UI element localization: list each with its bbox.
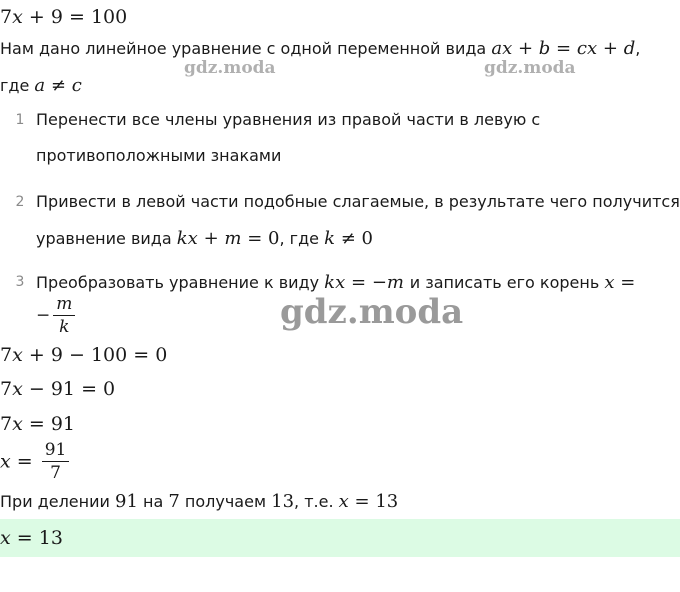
form-eq: = — [556, 38, 572, 59]
equals-sign: = — [16, 527, 33, 549]
solution-line-3 — [0, 413, 75, 435]
zero: 0 — [361, 228, 373, 249]
fraction-denominator: k — [59, 317, 70, 337]
step-1-line-2: противоположными знаками — [36, 146, 282, 165]
answer-box — [0, 519, 680, 557]
result: 91 — [50, 413, 76, 435]
cond-c: c — [71, 75, 82, 96]
variable: x — [12, 378, 23, 400]
fraction-numerator: 91 — [44, 440, 67, 460]
watermark-small-2: gdz.moda — [484, 58, 576, 78]
coef: 7 — [0, 413, 13, 435]
watermark-large: gdz.moda — [280, 292, 464, 332]
constant: 9 — [50, 6, 63, 28]
intro-text: Нам дано линейное уравнение с одной переменной вида — [0, 39, 487, 58]
term: 100 — [90, 344, 128, 366]
step-1-line-1: Перенести все члены уравнения из правой части в левую с — [36, 110, 541, 129]
step-2-line-2 — [36, 228, 373, 249]
x-var: x — [604, 272, 615, 293]
division-prefix: При делении — [0, 492, 110, 511]
equals-sign: = — [620, 272, 636, 293]
coef: 7 — [0, 378, 13, 400]
number: 91 — [115, 491, 138, 512]
division-explanation — [0, 491, 398, 512]
equals-sign: = — [247, 228, 263, 249]
solution-line-1 — [0, 344, 167, 366]
coef: 7 — [0, 6, 13, 28]
variable: x — [0, 450, 11, 473]
x-var: x — [187, 228, 198, 249]
k-var: k — [324, 272, 336, 293]
watermark-small-1: gdz.moda — [184, 58, 276, 78]
plus-sign: + — [28, 6, 45, 28]
equals-sign: = — [28, 413, 45, 435]
form-a: a — [491, 38, 503, 59]
number: 7 — [168, 491, 180, 512]
equals-sign: = — [354, 491, 370, 512]
number: 13 — [271, 491, 295, 512]
form-d: d — [623, 38, 636, 59]
k-var: k — [324, 228, 335, 249]
variable: x — [12, 6, 23, 28]
step-number: 2 — [15, 194, 25, 210]
solution-line-2 — [0, 378, 115, 400]
form-c: c — [576, 38, 587, 59]
division-word: получаем — [184, 492, 267, 511]
minus-sign: − — [68, 344, 85, 366]
form-comma: , — [635, 39, 641, 58]
plus-sign: + — [28, 344, 45, 366]
result: 0 — [155, 344, 168, 366]
where-label: , где — [279, 229, 319, 248]
cond-ne: ≠ — [50, 75, 66, 96]
variable: x — [338, 491, 349, 512]
initial-equation — [0, 6, 127, 28]
division-word: на — [143, 492, 164, 511]
step-number: 3 — [15, 274, 25, 290]
step-3-prefix: Преобразовать уравнение к виду — [36, 273, 320, 292]
equals-sign: = — [350, 272, 367, 293]
coef: 7 — [0, 344, 13, 366]
form-x: x — [502, 38, 513, 59]
fraction-denominator: 7 — [50, 463, 61, 483]
variable: x — [0, 527, 11, 549]
form-x2: x — [586, 38, 598, 59]
fraction — [53, 294, 75, 337]
intro-line-2 — [0, 75, 82, 96]
k-var: k — [176, 228, 188, 249]
cond-a: a — [34, 75, 46, 96]
rhs-value: 100 — [90, 6, 128, 28]
step-3-root-fraction — [36, 294, 78, 337]
answer-value: 13 — [38, 527, 63, 549]
equals-sign: = — [68, 6, 85, 28]
answer — [0, 527, 63, 549]
x-var: x — [335, 272, 346, 293]
minus-sign: − — [36, 305, 51, 326]
form-plus2: + — [602, 38, 618, 59]
variable: x — [12, 413, 23, 435]
result: 13 — [375, 491, 399, 512]
fraction-numerator: m — [56, 294, 73, 314]
step-2-line-1: Привести в левой части подобные слагаемые, в результате чего получится — [36, 192, 680, 211]
intro-line-1 — [0, 38, 640, 59]
m-var: m — [224, 228, 242, 249]
variable: x — [12, 344, 23, 366]
where-label: где — [0, 76, 30, 95]
term: 9 — [50, 344, 63, 366]
neg-m: −m — [371, 272, 404, 293]
equals-sign: = — [81, 378, 97, 400]
ne-sign: ≠ — [340, 228, 356, 249]
step-3-mid: и записать его корень — [409, 273, 600, 292]
ie-label: , т.е. — [294, 492, 334, 511]
minus-sign: − — [28, 378, 45, 400]
result: 0 — [103, 378, 116, 400]
equals-sign: = — [133, 344, 150, 366]
equals-sign: = — [16, 450, 33, 473]
form-plus: + — [517, 38, 534, 59]
plus-sign: + — [203, 228, 219, 249]
solution-line-4 — [0, 440, 72, 483]
fraction — [42, 440, 70, 483]
step-number: 1 — [15, 112, 25, 128]
zero: 0 — [268, 228, 280, 249]
step-3-line-1 — [36, 272, 635, 293]
term: 91 — [50, 378, 76, 400]
step-2-prefix: уравнение вида — [36, 229, 172, 248]
form-b: b — [538, 38, 551, 59]
